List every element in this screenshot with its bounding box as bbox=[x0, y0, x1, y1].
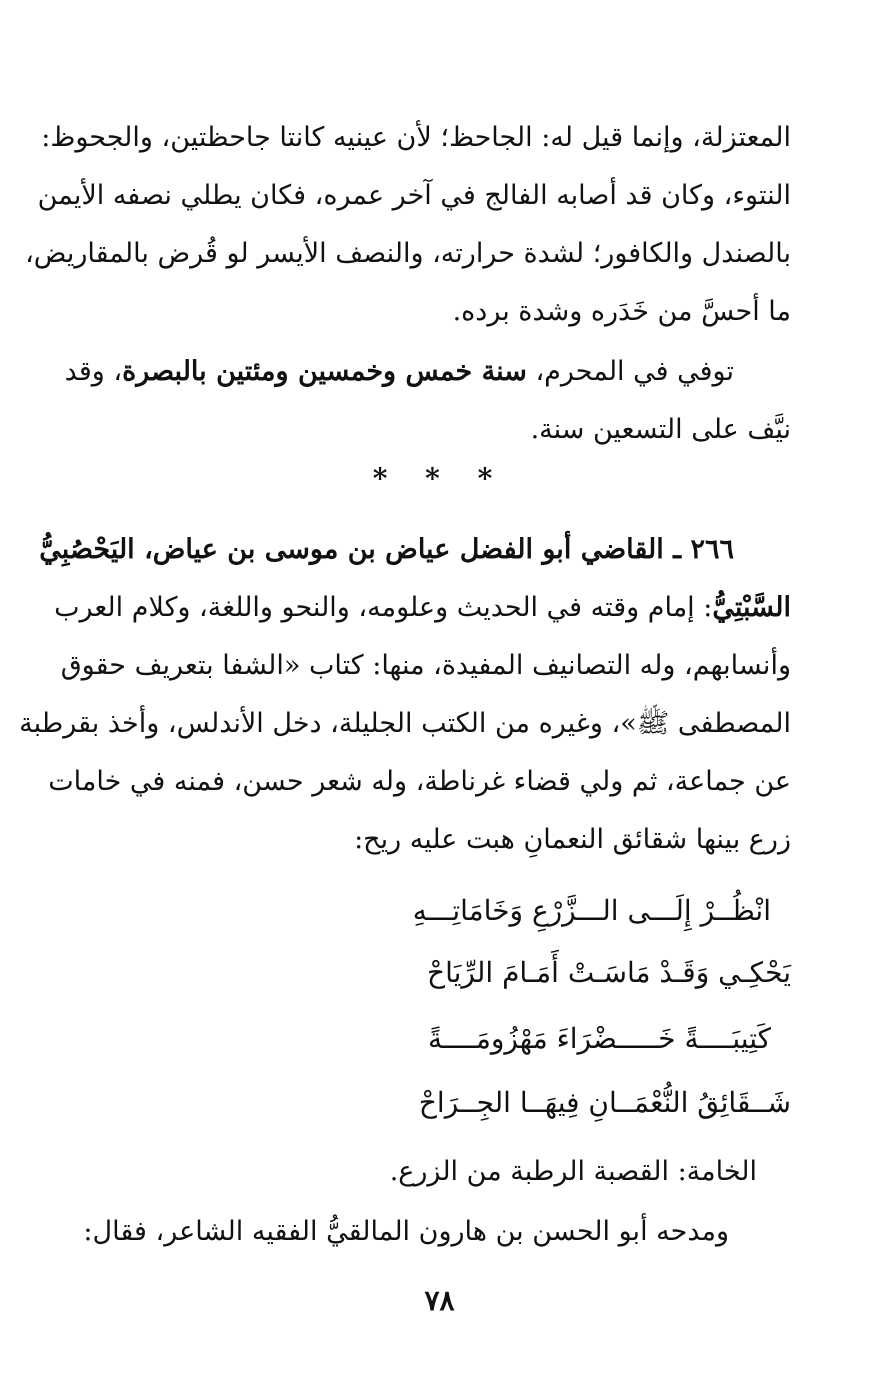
paragraph-line bbox=[54, 588, 791, 628]
paragraph-line: النتوء، وكان قد أصابه الفالج في آخر عمره، فكان يطلي نصفه الأيمن bbox=[37, 180, 791, 211]
poem-verse: كَتِيبَــــةً خَـــــضْرَاءَ مَهْزُومَــــةً bbox=[428, 1022, 771, 1055]
poem-verse: انْظُــرْ إِلَـــى الـــزَّرْعِ وَخَامَاتِـــهِ bbox=[412, 894, 771, 927]
death-date-bold: سنة خمس وخمسين ومئتين بالبصرة bbox=[122, 356, 527, 387]
paragraph-line: بالصندل والكافور؛ لشدة حرارته، والنصف الأيسر لو قُرض بالمقاريض، bbox=[25, 238, 791, 269]
paragraph-line: ومدحه أبو الحسن بن هارون المالقيُّ الفقيه الشاعر، فقال: bbox=[83, 1216, 729, 1247]
paragraph-line: وأنسابهم، وله التصانيف المفيدة، منها: كتاب «الشفا بتعريف حقوق bbox=[60, 650, 791, 681]
paragraph-line: عن جماعة، ثم ولي قضاء غرناطة، وله شعر حسن، فمنه في خامات bbox=[48, 766, 791, 797]
poem-verse: شَــقَائِقُ النُّعْمَــانِ فِيهَــا الجِــرَاحْ bbox=[418, 1086, 791, 1119]
paragraph-line bbox=[64, 352, 734, 392]
page-number: ٧٨ bbox=[424, 1284, 455, 1317]
paragraph-line: ما أحسَّ من خَدَره وشدة برده. bbox=[452, 296, 791, 327]
paragraph-line: زرع بينها شقائق النعمانِ هبت عليه ريح: bbox=[354, 824, 791, 855]
section-separator: * * * bbox=[372, 462, 507, 495]
line-text: ، وقد bbox=[64, 356, 123, 387]
paragraph-line: المصطفى ﷺ»، وغيره من الكتب الجليلة، دخل الأندلس، وأخذ بقرطبة bbox=[19, 708, 791, 739]
line-text: : إمام وقته في الحديث وعلومه، والنحو واللغة، وكلام العرب bbox=[54, 592, 713, 623]
footnote-definition: الخامة: القصبة الرطبة من الزرع. bbox=[389, 1156, 757, 1187]
poem-verse: يَحْكِـي وَقَـدْ مَاسَـتْ أَمَـامَ الرِّيَاحْ bbox=[427, 956, 791, 989]
nisba-bold: السَّبْتِيُّ bbox=[712, 592, 791, 623]
line-text: توفي في المحرم، bbox=[535, 356, 734, 387]
paragraph-line: نيَّف على التسعين سنة. bbox=[530, 414, 791, 445]
paragraph-line: المعتزلة، وإنما قيل له: الجاحظ؛ لأن عينيه كانتا جاحظتين، والجحوظ: bbox=[41, 122, 791, 153]
entry-heading: ٢٦٦ ـ القاضي أبو الفضل عياض بن موسى بن عياض، اليَحْصُبِيُّ bbox=[39, 534, 734, 565]
